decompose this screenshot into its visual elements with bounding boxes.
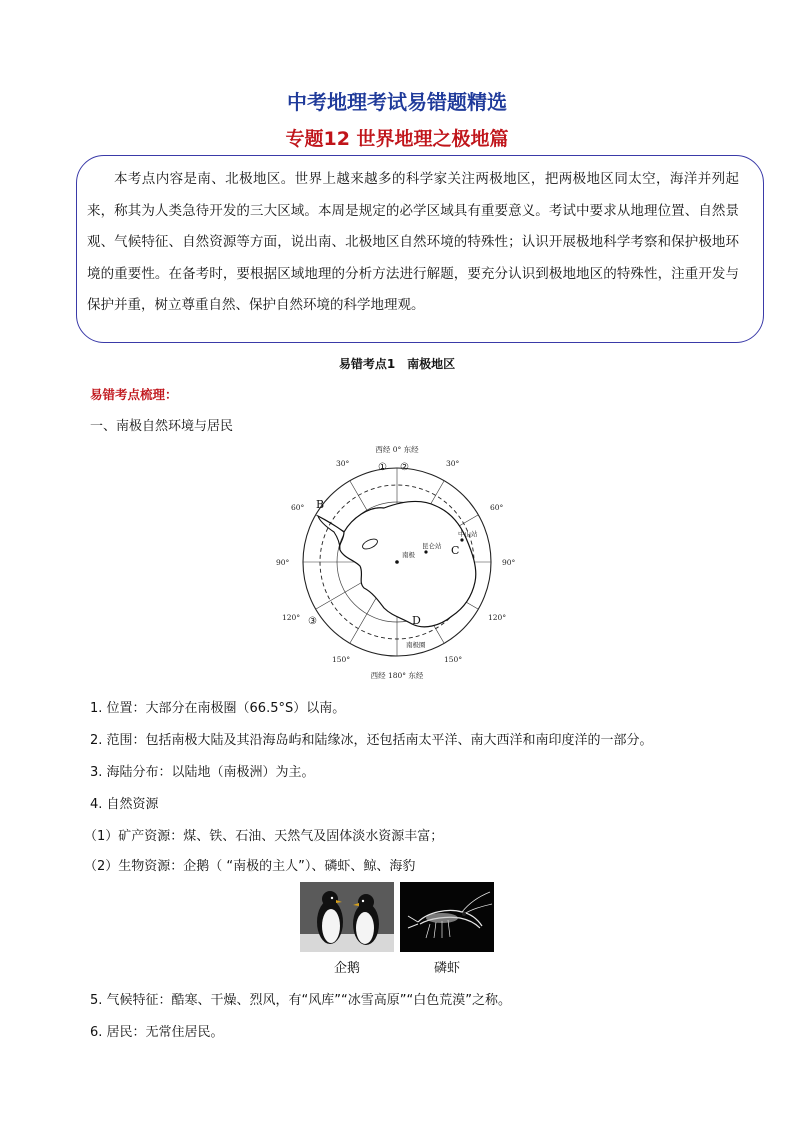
item-scope: 2. 范围：包括南极大陆及其沿海岛屿和陆缘冰，还包括南太平洋、南大西洋和南印度洋的一部分。 — [90, 733, 653, 748]
marker-3: ③ — [308, 616, 317, 627]
label-kunlun: 昆仑站 — [422, 542, 442, 550]
penguin-caption: 企鹅 — [333, 961, 360, 976]
deg-150-left: 150° — [332, 655, 351, 664]
intro-box — [76, 155, 764, 343]
map-top-label: 西经 0° 东经 — [375, 445, 419, 454]
item-resources: 4. 自然资源 — [90, 797, 159, 812]
zhongshan-station-dot — [460, 538, 463, 541]
deg-60-right: 60° — [490, 503, 504, 512]
antarctica-outline — [340, 502, 476, 627]
deg-120-right: 120° — [488, 613, 507, 622]
item-residents: 6. 居民：无常住居民。 — [90, 1025, 224, 1040]
label-south-pole: 南极 — [402, 551, 415, 559]
section-heading: 易错考点1 南极地区 — [338, 357, 456, 371]
label-zhongshan: 中山站 — [458, 530, 478, 538]
marker-1: ① — [378, 462, 387, 473]
deg-30-right: 30° — [446, 459, 460, 468]
kunlun-station-dot — [424, 550, 427, 553]
deg-150-right: 150° — [444, 655, 463, 664]
krill-caption: 磷虾 — [433, 961, 460, 976]
map-bottom-label: 西经 180° 东经 — [370, 671, 424, 680]
marker-c: C — [451, 544, 460, 557]
item-location: 1. 位置：大部分在南极圈（66.5°S）以南。 — [90, 701, 346, 716]
part-heading: 一、南极自然环境与居民 — [90, 419, 234, 434]
sub-heading: 易错考点梳理： — [90, 387, 178, 402]
intro-text: 本考点内容是南、北极地区。世界上越来越多的科学家关注两极地区，把两极地区同太空，海洋并列起来，称其为人类急待开发的三大区域。本周是规定的必学区域具有重要意义。考试中要求从地理位置、自然景观、气候特征、自然资源等方面，说出南、北极地区自然环境的特殊性；认识开展极地科学考察和保护极地环境的重要性。在备考时，要根据区域地理的分析方法进行解题，要充分认识到极地地区的特殊性，注重开发与保护并重，树立尊重自然、保护自然环境的科学地理观。 — [87, 171, 739, 313]
marker-d: D — [412, 614, 421, 627]
marker-2: ② — [400, 462, 409, 473]
item-climate: 5. 气候特征：酷寒、干燥、烈风，有“风库”“冰雪高原”“白色荒漠”之称。 — [90, 993, 511, 1008]
krill-image — [400, 882, 494, 952]
marker-b: B — [316, 498, 325, 511]
label-antarctic-circle: 南极圈 — [406, 641, 426, 649]
penguin-photo — [300, 882, 394, 952]
deg-60-left: 60° — [291, 503, 305, 512]
deg-90-left: 90° — [276, 558, 290, 567]
item-mineral: （1）矿产资源：煤、铁、石油、天然气及固体淡水资源丰富； — [84, 829, 444, 844]
south-pole-dot — [395, 560, 399, 564]
penguin-image — [300, 882, 394, 952]
page-title: 中考地理考试易错题精选 — [287, 90, 507, 114]
deg-30-left: 30° — [336, 459, 350, 468]
item-land-sea: 3. 海陆分布：以陆地（南极洲）为主。 — [90, 765, 315, 780]
page-subtitle: 专题12 世界地理之极地篇 — [285, 128, 509, 150]
krill-photo — [400, 882, 494, 952]
deg-120-left: 120° — [282, 613, 301, 622]
deg-90-right: 90° — [502, 558, 516, 567]
item-biological: （2）生物资源：企鹅（ “南极的主人”）、磷虾、鲸、海豹 — [84, 859, 416, 874]
antarctica-map-svg — [274, 440, 520, 680]
antarctica-map — [274, 440, 520, 680]
